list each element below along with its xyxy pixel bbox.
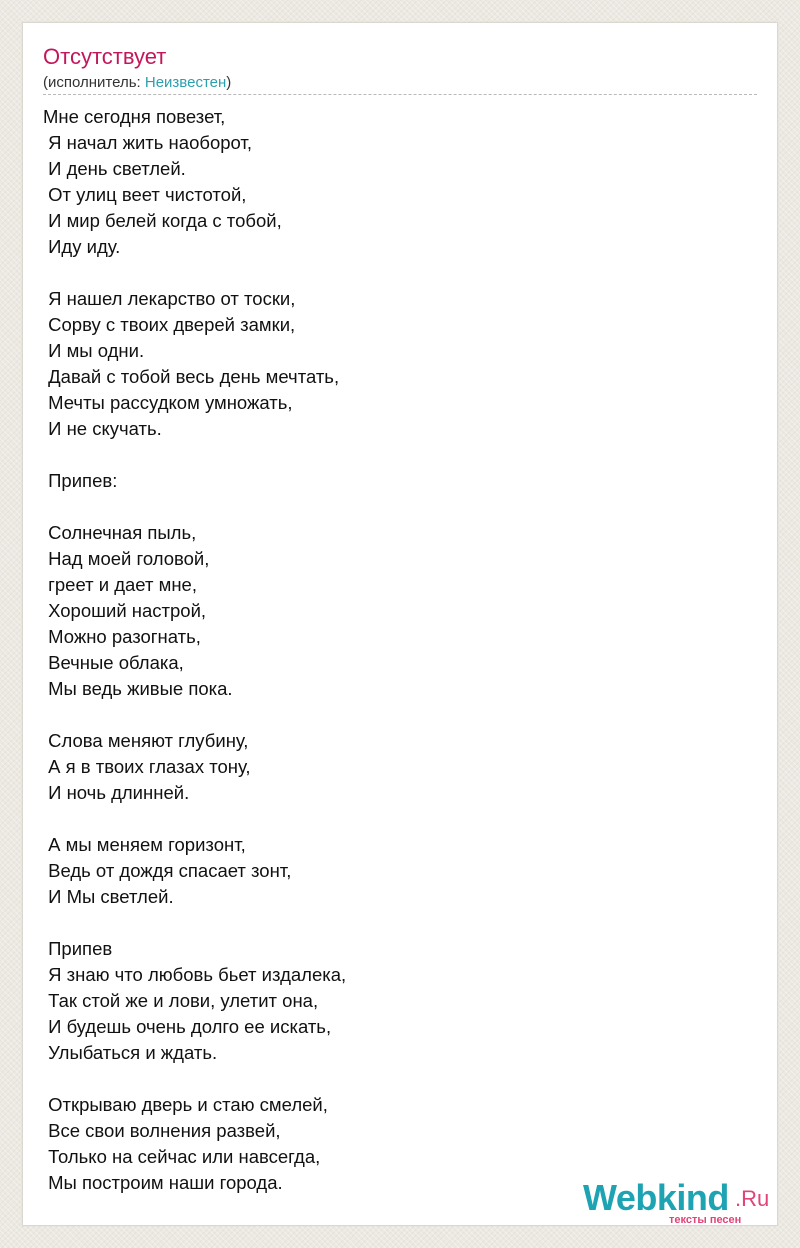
artist-prefix: (исполнитель: [43, 74, 145, 91]
dashed-divider [43, 94, 757, 95]
logo-tagline: тексты песен [669, 1214, 742, 1226]
logo-word: Webkind [583, 1177, 729, 1218]
artist-line [43, 73, 231, 93]
logo-suffix: .Ru [735, 1186, 770, 1211]
lyrics-card [22, 22, 778, 1226]
song-title: Отсутствует [43, 44, 167, 69]
lyrics-text: Мне сегодня повезет, Я начал жить наоборот, И день светлей. От улиц веет чистотой, И мир белей когда с тобой, Иду иду. Я нашел лекарство от тоски, Сорву с твоих дверей замки, И мы одни. Давай с тобой весь день мечтать, Мечты рассудком умножать, И не скучать. Припев: Солнечная пыль, Над моей головой, греет и дает мне, Хороший настрой, Можно разогнать, Вечные облака, Мы ведь живые пока. Слова меняют глубину, А я в твоих глазах тону, И ночь длинней. А мы меняем горизонт, Ведь от дождя спасает зонт, И Мы светлей. Припев Я знаю что любовь бьет издалека, Так стой же и лови, улетит она, И будешь очень долго ее искать, Улыбаться и ждать. Открываю дверь и стаю смелей, Все свои волнения развей, Только на сейчас или навсегда, Мы построим наши города. [43, 106, 347, 1193]
artist-suffix: ) [226, 74, 232, 91]
artist-link[interactable]: Неизвестен [144, 74, 227, 91]
site-logo[interactable] [583, 1178, 783, 1226]
